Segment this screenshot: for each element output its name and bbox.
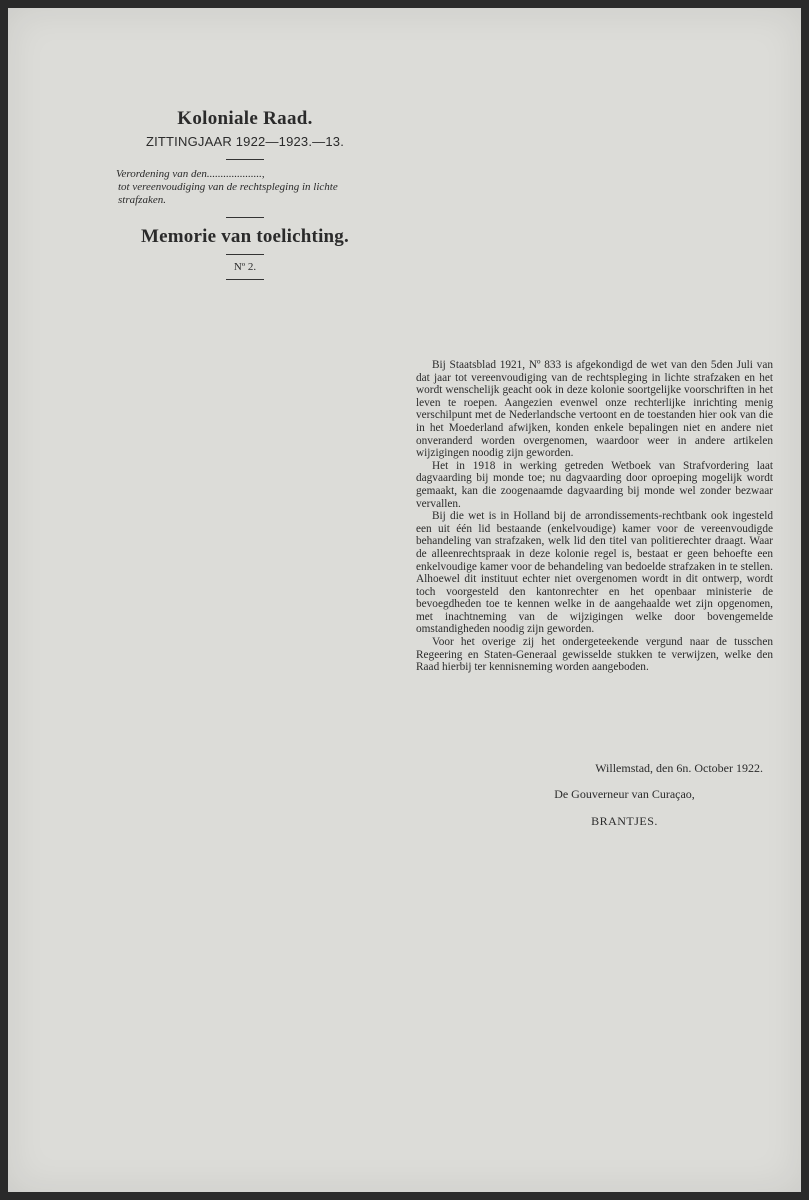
document-number: Nº 2. [233, 261, 257, 273]
signature-name: BRANTJES. [591, 814, 658, 828]
paragraph: Bij die wet is in Holland bij de arrondissements-rechtbank ook ingesteld een uit één lid bestaande (enkelvoudige) kamer voor de vereenvoudigde behandeling van strafzaken, welk lid den titel van politierechter draagt. Waar de alleenrechtspraak in deze kolonie regel is, bestaat er geen behoefte een enkelvoudige kamer voor de behandeling van bedoelde strafzaken in te stellen. Alhoewel dit instituut echter niet overgenomen wordt in dit ontwerp, wordt toch voorgesteld den kantonrechter en het openbaar ministerie de bevoegdheden toe te kennen welke in de aangehaalde wet zijn opgenomen, met inachtneming van de wijzigingen welke door bovengemelde omstandigheden noodig zijn geworden. [416, 510, 773, 636]
session-year: ZITTINGJAAR 1922—1923.—13. [145, 134, 345, 149]
divider [226, 217, 264, 218]
divider [226, 159, 264, 160]
divider [226, 279, 264, 280]
explanatory-memorandum-text [416, 359, 773, 674]
divider [226, 254, 264, 255]
ordinance-subject [116, 168, 374, 207]
document-heading: Memorie van toelichting. [141, 226, 349, 247]
subject-line-2: tot vereenvoudiging van de rechtspleging in lichte strafzaken. [118, 181, 338, 206]
paragraph: Het in 1918 in werking getreden Wetboek van Strafvordering laat dagvaarding bij monde toe; nu dagvaarding door oproeping mogelijk wordt gemaakt, kan die zoogenaamde dagvaarding bij monde wel zonder bezwaar vervallen. [416, 459, 773, 510]
signature-date: Willemstad, den 6n. October 1922. [595, 761, 763, 775]
paragraph: Voor het overige zij het ondergeteekende vergund naar de tusschen Regeering en Staten-Generaal gewisselde stukken te verwijzen, welke den Raad hierbij ter kennisneming worden aangeboden. [416, 636, 773, 674]
signature-role: De Gouverneur van Curaçao, [554, 787, 695, 801]
council-title: Koloniale Raad. [177, 108, 313, 129]
subject-line-1: Verordening van den...................., [116, 168, 265, 180]
document-header [116, 108, 374, 280]
paragraph: Bij Staatsblad 1921, Nº 833 is afgekondigd de wet van den 5den Juli van dat jaar tot vereenvoudiging van de rechtspleging in lichte strafzaken en het wordt wenschelijk geacht ook in deze kolonie soortgelijke voorschriften in het leven te roepen. Aangezien evenwel onze rechterlijke inrichting menig verschilpunt met de Nederlandsche vertoont en de toestanden hier ook van die in het Moederland afwijken, konden enkele bepalingen niet en andere niet onveranderd worden overgenomen, waardoor weer in andere artikelen wijzigingen noodig zijn geworden. [416, 359, 773, 460]
document-page [8, 8, 801, 1192]
